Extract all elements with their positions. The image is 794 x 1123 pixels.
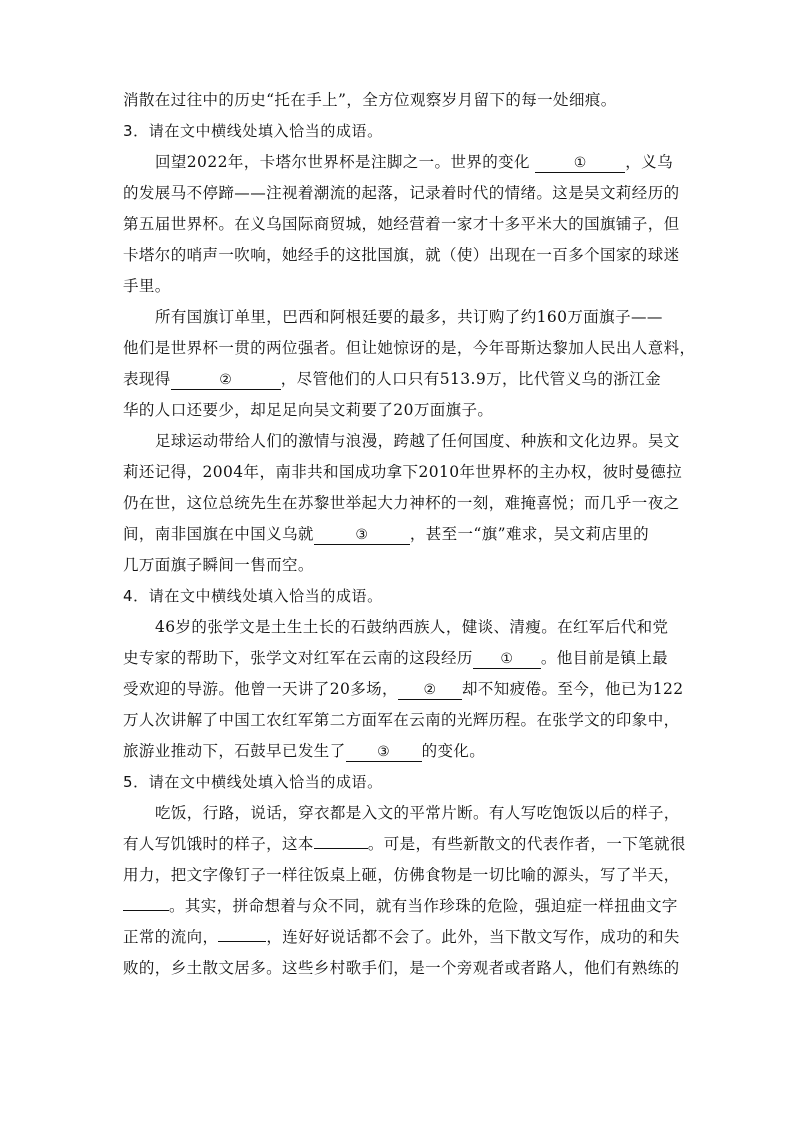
answer-blank[interactable]: ③ (346, 743, 422, 762)
text-segment: 回望2022年，卡塔尔世界杯是注脚之一。世界的变化 (155, 153, 536, 171)
text-segment: 几万面旗子瞬间一售而空。 (123, 556, 314, 574)
answer-blank[interactable] (218, 941, 266, 942)
text-segment: 。其实，拼命想着与众不同，就有当作珍珠的危险，强迫症一样扭曲文字 (169, 897, 678, 915)
text-segment: 。可是，有些新散文的代表作者，一下笔就很 (367, 835, 686, 853)
question-heading (123, 586, 794, 606)
text-line (123, 865, 794, 885)
text-line (155, 431, 794, 451)
text-segment: 他们是世界杯一贯的两位强者。但让她惊讶的是，今年哥斯达黎加人民出人意料， (123, 339, 696, 357)
text-segment: ，尽管他们的人口只有513.9万，比代管义乌的浙江金 (280, 370, 661, 388)
text-segment: 表现得 (123, 370, 171, 388)
answer-blank[interactable]: ② (171, 371, 281, 390)
text-segment: 足球运动带给人们的激情与浪漫，跨越了任何国度、种族和文化边界。吴文 (155, 432, 680, 450)
text-line (123, 90, 794, 110)
text-line (155, 617, 794, 637)
answer-blank[interactable]: ② (398, 681, 462, 700)
text-line (123, 214, 794, 234)
text-segment: 史专家的帮助下，张学文对红军在云南的这段经历 (123, 649, 473, 667)
text-segment: ，连好好说话都不会了。此外，当下散文写作，成功的和失 (266, 928, 680, 946)
question-heading (123, 121, 794, 141)
text-segment: 莉还记得，2004年，南非共和国成功拿下2010年世界杯的主办权，彼时曼德拉 (123, 463, 683, 481)
answer-blank[interactable]: ③ (314, 526, 410, 545)
text-line (123, 710, 794, 730)
text-segment: 用力，把文字像钉子一样往饭桌上砸，仿佛食物是一切比喻的源头，写了半天， (123, 866, 680, 884)
text-line (123, 400, 794, 420)
text-line (123, 276, 794, 296)
text-segment: 第五届世界杯。在义乌国际商贸城，她经营着一家才十多平米大的国旗铺子，但 (123, 215, 680, 233)
text-line (123, 493, 794, 513)
text-line (123, 183, 794, 203)
text-line (123, 648, 794, 669)
text-segment: 卡塔尔的哨声一吹响，她经手的这批国旗，就（使）出现在一百多个国家的球迷 (123, 246, 680, 264)
text-segment: 的发展马不停蹄——注视着潮流的起落，记录着时代的情绪。这是吴文莉经历的 (123, 184, 680, 202)
text-line (123, 834, 794, 854)
text-line (123, 524, 794, 545)
answer-blank[interactable] (123, 910, 169, 911)
text-line (155, 307, 794, 327)
text-segment: 却不知疲倦。至今，他已为122 (461, 680, 684, 698)
text-line (123, 896, 794, 916)
text-line (123, 369, 794, 390)
answer-blank[interactable] (314, 848, 368, 849)
text-line (123, 741, 794, 762)
text-segment: 的变化。 (421, 742, 486, 760)
text-segment: 。他目前是镇上最 (540, 649, 669, 667)
text-segment: 3．请在文中横线处填入恰当的成语。 (123, 122, 383, 140)
text-line (123, 927, 794, 947)
text-line (123, 338, 794, 358)
text-line (155, 803, 794, 823)
text-segment: 5．请在文中横线处填入恰当的成语。 (123, 773, 383, 791)
text-segment: ，甚至一“旗”难求，吴文莉店里的 (409, 525, 650, 543)
text-segment: 万人次讲解了中国工农红军第二方面军在云南的光辉历程。在张学文的印象中， (123, 711, 680, 729)
answer-blank[interactable]: ① (535, 154, 625, 173)
question-heading (123, 772, 794, 792)
text-segment: 败的，乡土散文居多。这些乡村歌手们，是一个旁观者或者路人，他们有熟练的 (123, 959, 680, 977)
text-segment: ，义乌 (625, 153, 673, 171)
text-segment: 仍在世，这位总统先生在苏黎世举起大力神杯的一刻，难掩喜悦；而几乎一夜之 (123, 494, 680, 512)
text-line (123, 462, 794, 482)
text-line (123, 555, 794, 575)
answer-blank[interactable]: ① (473, 650, 541, 669)
text-segment: 正常的流向， (123, 928, 219, 946)
text-segment: 间，南非国旗在中国义乌就 (123, 525, 314, 543)
text-segment: 消散在过往中的历史“托在手上”，全方位观察岁月留下的每一处细痕。 (123, 91, 617, 109)
text-line (123, 245, 794, 265)
text-segment: 4．请在文中横线处填入恰当的成语。 (123, 587, 383, 605)
text-segment: 所有国旗订单里，巴西和阿根廷要的最多，共订购了约160万面旗子—— (155, 308, 663, 326)
text-segment: 吃饭，行路，说话，穿衣都是入文的平常片断。有人写吃饱饭以后的样子， (155, 804, 680, 822)
text-segment: 46岁的张学文是土生土长的石鼓纳西族人，健谈、清瘦。在红军后代和党 (155, 618, 669, 636)
text-line (155, 152, 794, 173)
text-segment: 手里。 (123, 277, 171, 295)
text-segment: 旅游业推动下，石鼓早已发生了 (123, 742, 346, 760)
text-segment: 有人写饥饿时的样子，这本 (123, 835, 314, 853)
text-segment: 华的人口还要少，却足足向吴文莉要了20万面旗子。 (123, 401, 494, 419)
text-line (123, 679, 794, 700)
text-segment: 受欢迎的导游。他曾一天讲了20多场， (123, 680, 398, 698)
text-line (123, 958, 794, 978)
